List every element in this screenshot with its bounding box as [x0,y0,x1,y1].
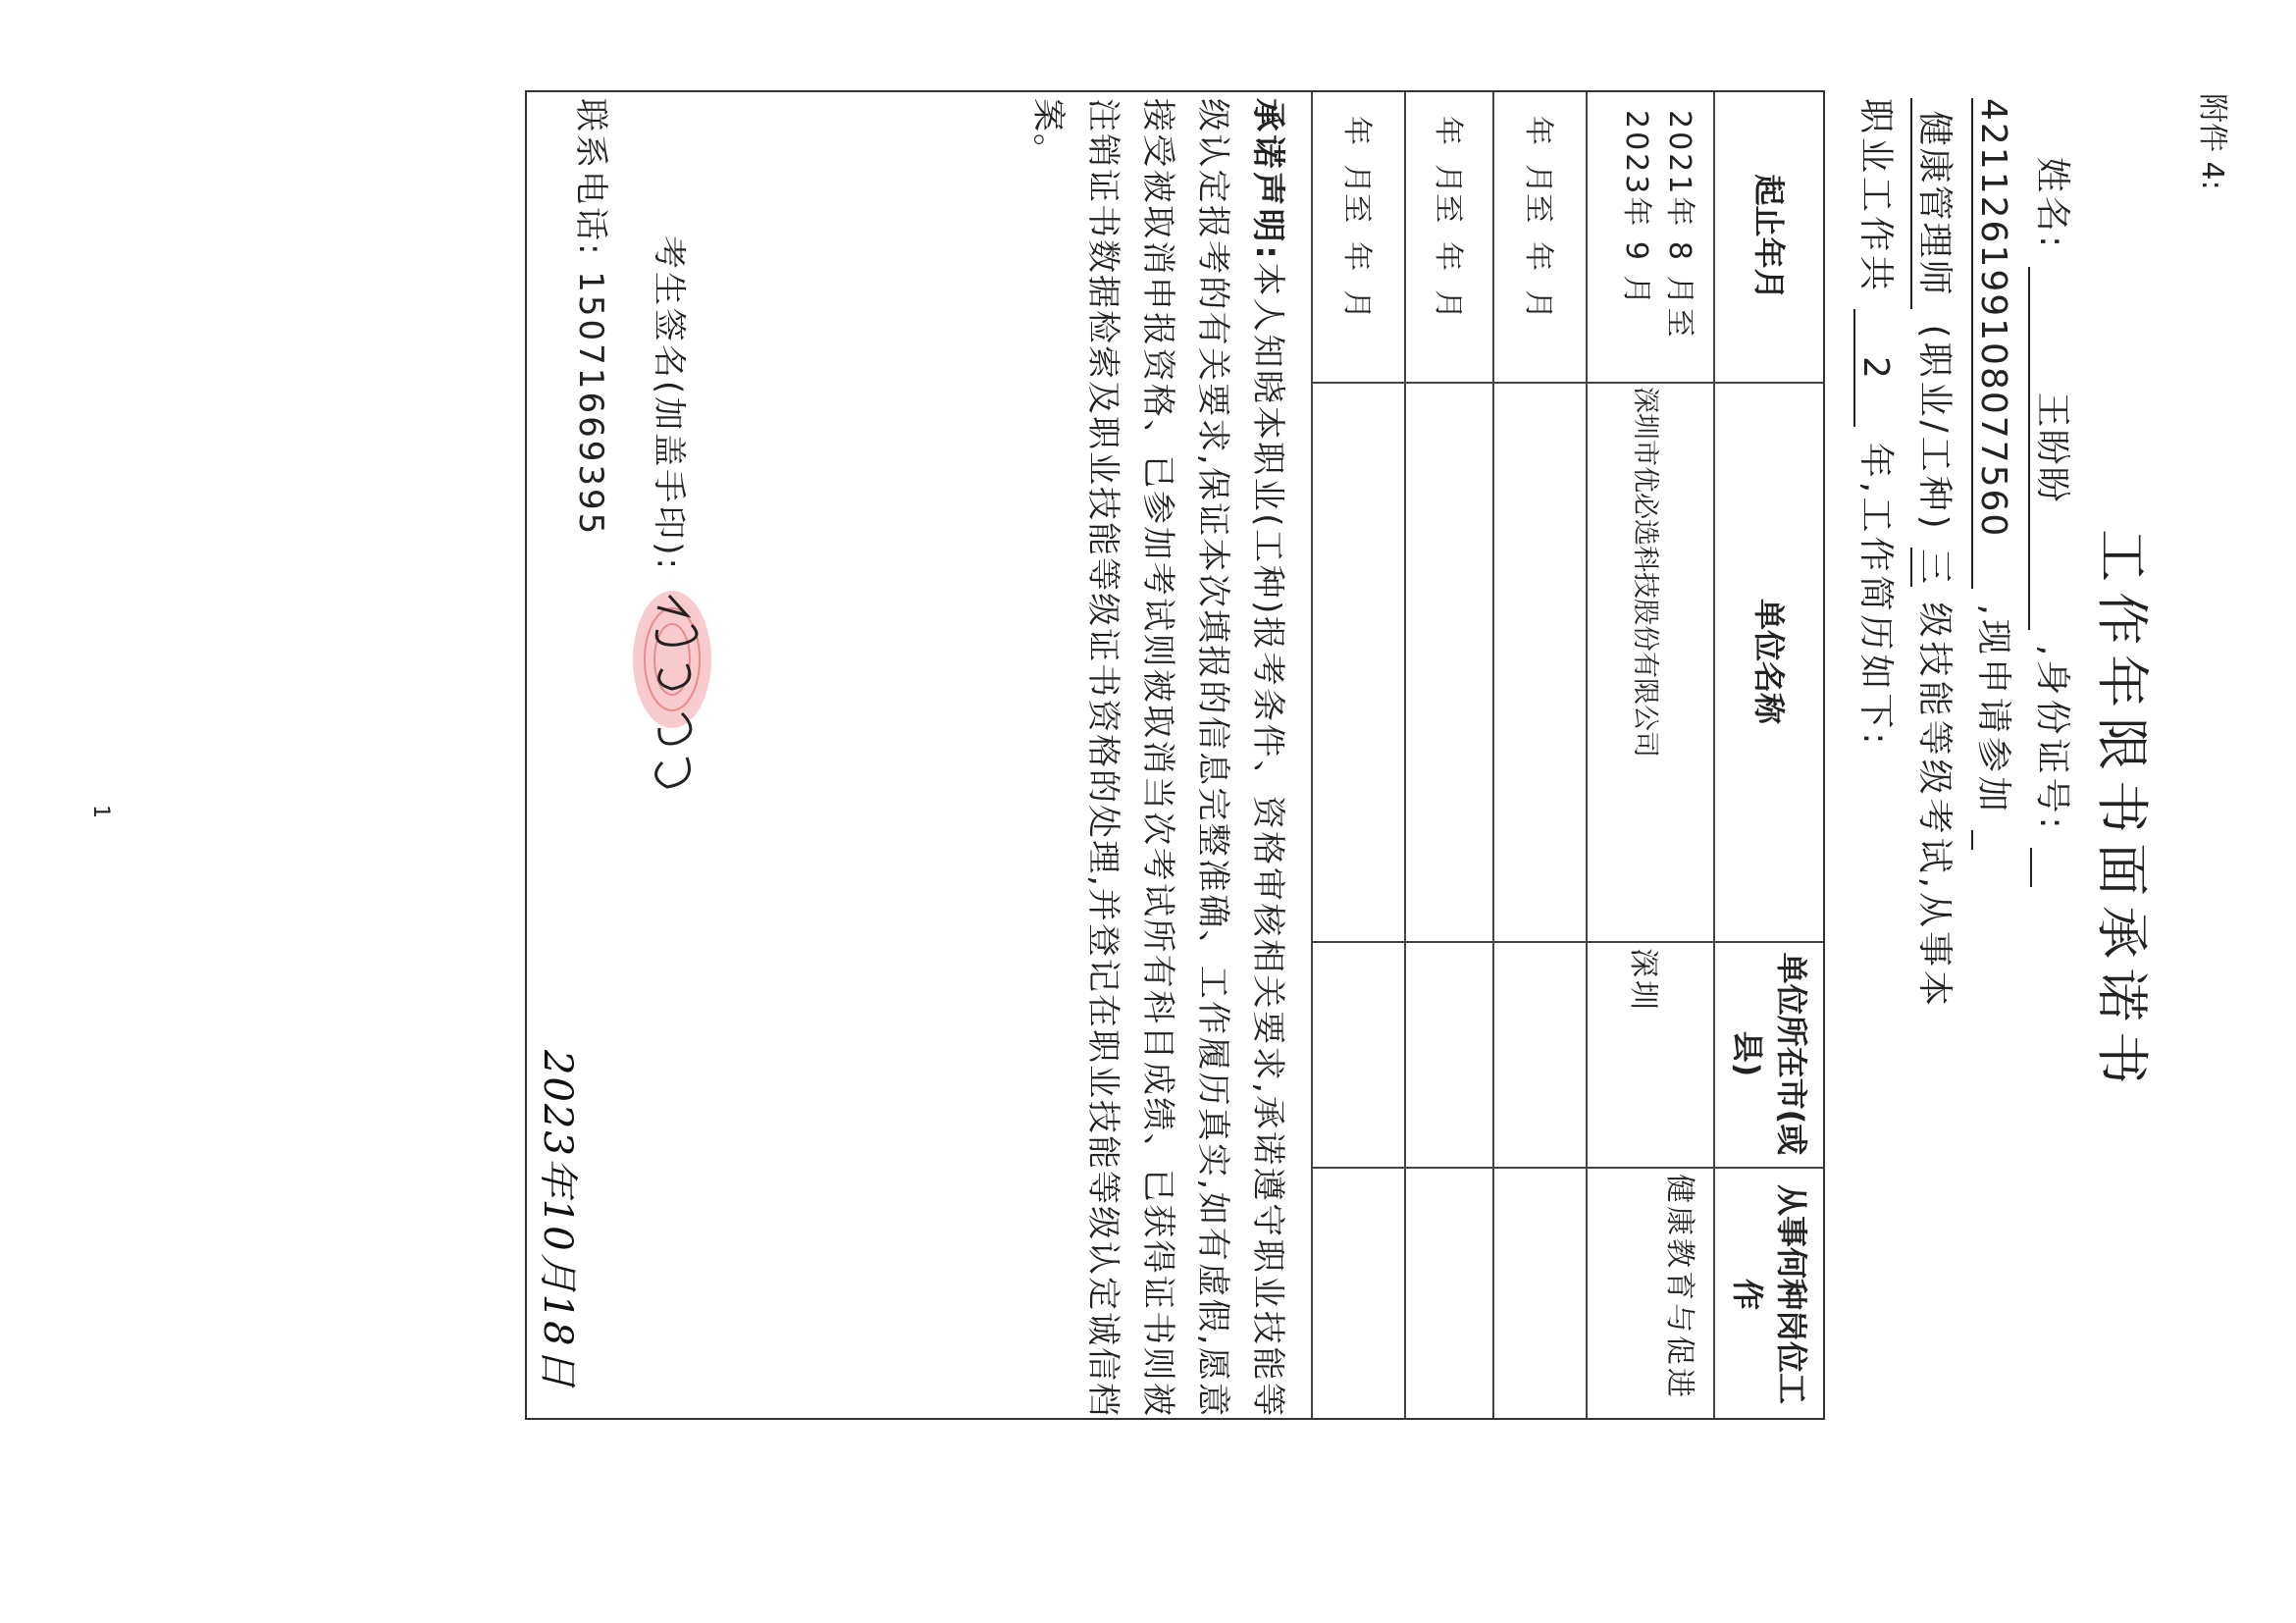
handwritten-signature [638,586,697,841]
header-line-3 [1910,98,1962,1010]
pledge-text: 本人知晓本职业(工种)报考条件、资格审核相关要求,承诺遵守职业技能等级认定报考的有关要求,保证本次填报的信息完整准确、工作履历真实,如有虚假,愿意接受被取消申报资格、已参加考试则被取消当次考试所有科目成绩、已获得证书则被注销证书数据检索及职业技能等级证书资格的处理,并登记在职业技能等级认定诚信档案。 [1028,98,1287,1418]
page-number: 1 [88,805,113,818]
name-value: 王盼盼 [2028,267,2080,630]
row2-period: 年 月至 年 月 [1521,116,1555,320]
apply-text: ,现申请参加 [1973,603,2013,815]
pledge-statement [1020,98,1295,1418]
id-value: 421126199108077560 [1971,98,2013,589]
name-label: 姓名: [2032,157,2072,252]
occupation-value: 健康管理师 [1910,98,1962,309]
header-position: 从事何种岗位工作 [1729,1183,1810,1404]
handwritten-date: 2023年10月18日 [535,1050,580,1389]
document-title: 工作年限书面承诺书 [2091,529,2153,1094]
header-line-4 [1853,98,1904,749]
contact-line [570,98,618,537]
level-suffix: 级技能等级考试,从事本 [1914,602,1955,1011]
header-line-2 [1971,98,2021,850]
row3-period: 年 月至 年 月 [1431,116,1465,320]
pledge-label: 承诺声明: [1248,98,1287,262]
header-line-1 [2028,157,2080,887]
fingerprint-stamp-icon [628,586,716,841]
years-value: 2 [1853,309,1896,427]
id-label: ,身份证号: [2032,645,2072,833]
contact-label: 联系电话: [571,98,610,258]
row1-company: 深圳市优必选科技股份有限公司 [1630,387,1660,758]
row1-position: 健康教育与促进 [1662,1174,1696,1400]
header-city: 单位所在市(或县) [1729,952,1810,1156]
header-period: 起止年月 [1750,174,1789,300]
row1-city: 深圳 [1626,948,1660,1013]
years-suffix: 年,工作简历如下: [1855,442,1896,749]
id-underline [2030,848,2072,887]
contact-phone: 15071669395 [571,271,610,538]
attachment-label: 附件 4: [2195,93,2229,190]
level-value: 三 [1910,548,1962,587]
signature-line [638,236,697,841]
row4-period: 年 月至 年 月 [1339,116,1374,320]
signature-label: 考生签名(加盖手印): [649,236,689,572]
header-company: 单位名称 [1750,598,1789,724]
occupation-suffix: (职业/工种) [1914,324,1955,533]
row1-period: 2021年 8 月至2023年 9 月 [1619,110,1696,340]
years-prefix: 职业工作共 [1855,98,1896,295]
